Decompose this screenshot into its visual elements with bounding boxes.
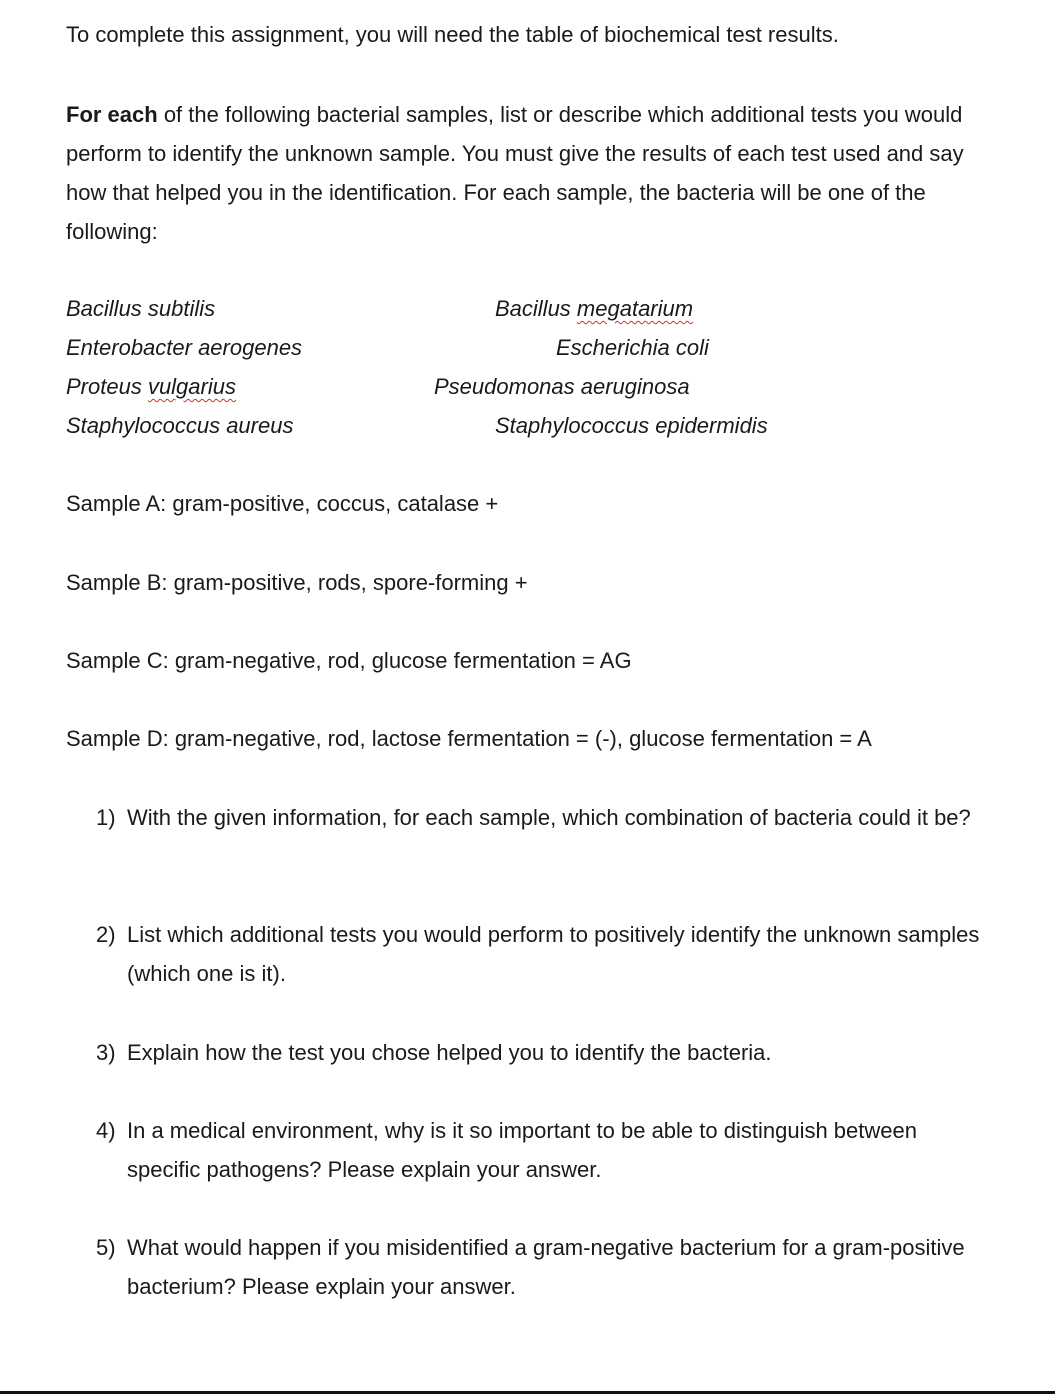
bacteria-left-3 xyxy=(66,372,236,402)
intro-text: To complete this assignment, you will need the table of biochemical test results. xyxy=(66,22,839,47)
bacteria-left-3-text: Proteus vulgarius xyxy=(66,374,236,399)
question-2-number: 2) xyxy=(96,922,116,947)
sample-d: Sample D: gram-negative, rod, lactose fermentation = (-), glucose fermentation = A xyxy=(66,726,872,751)
question-1 xyxy=(96,798,996,837)
instructions-paragraph xyxy=(66,95,986,251)
question-3-text: Explain how the test you chose helped you to identify the bacteria. xyxy=(127,1040,772,1065)
sample-a: Sample A: gram-positive, coccus, catalase + xyxy=(66,491,499,516)
question-4-text: In a medical environment, why is it so important to be able to distinguish between specific pathogens? Please explain your answer. xyxy=(127,1118,917,1182)
bacteria-right-4: Staphylococcus epidermidis xyxy=(495,413,768,438)
bacteria-right-2: Escherichia coli xyxy=(556,335,709,360)
sample-b: Sample B: gram-positive, rods, spore-forming + xyxy=(66,570,528,595)
bacteria-right-3: Pseudomonas aeruginosa xyxy=(434,374,690,399)
question-2-text: List which additional tests you would perform to positively identify the unknown samples (which one is it). xyxy=(127,922,980,986)
question-4-number: 4) xyxy=(96,1118,116,1143)
sample-c: Sample C: gram-negative, rod, glucose fermentation = AG xyxy=(66,648,632,673)
question-1-text: With the given information, for each sample, which combination of bacteria could it be? xyxy=(127,805,971,830)
bacteria-left-4: Staphylococcus aureus xyxy=(66,413,294,438)
bacteria-left-1: Bacillus subtilis xyxy=(66,296,216,321)
bacteria-right-1-text: Bacillus megatarium xyxy=(495,296,694,321)
question-4 xyxy=(96,1111,996,1189)
question-3-number: 3) xyxy=(96,1040,116,1065)
question-2 xyxy=(96,915,996,993)
question-5-text: What would happen if you misidentified a gram-negative bacterium for a gram-positive bacterium? Please explain your answer. xyxy=(127,1235,965,1299)
question-3 xyxy=(96,1033,996,1072)
bacteria-right-1 xyxy=(495,294,693,324)
bacteria-left-2: Enterobacter aerogenes xyxy=(66,335,303,360)
instructions-text: of the following bacterial samples, list or describe which additional tests you would perform to identify the unknown sample. You must give the results of each test used and say how that helped you in the identification. For each sample, the bacteria will be one of the following: xyxy=(66,102,964,244)
question-5-number: 5) xyxy=(96,1235,116,1260)
spellcheck-underline: vulgarius xyxy=(147,374,236,399)
question-1-number: 1) xyxy=(96,805,116,830)
question-5 xyxy=(96,1228,996,1306)
spellcheck-underline: megatarium xyxy=(576,296,694,321)
instructions-bold-lead: For each xyxy=(66,102,158,127)
